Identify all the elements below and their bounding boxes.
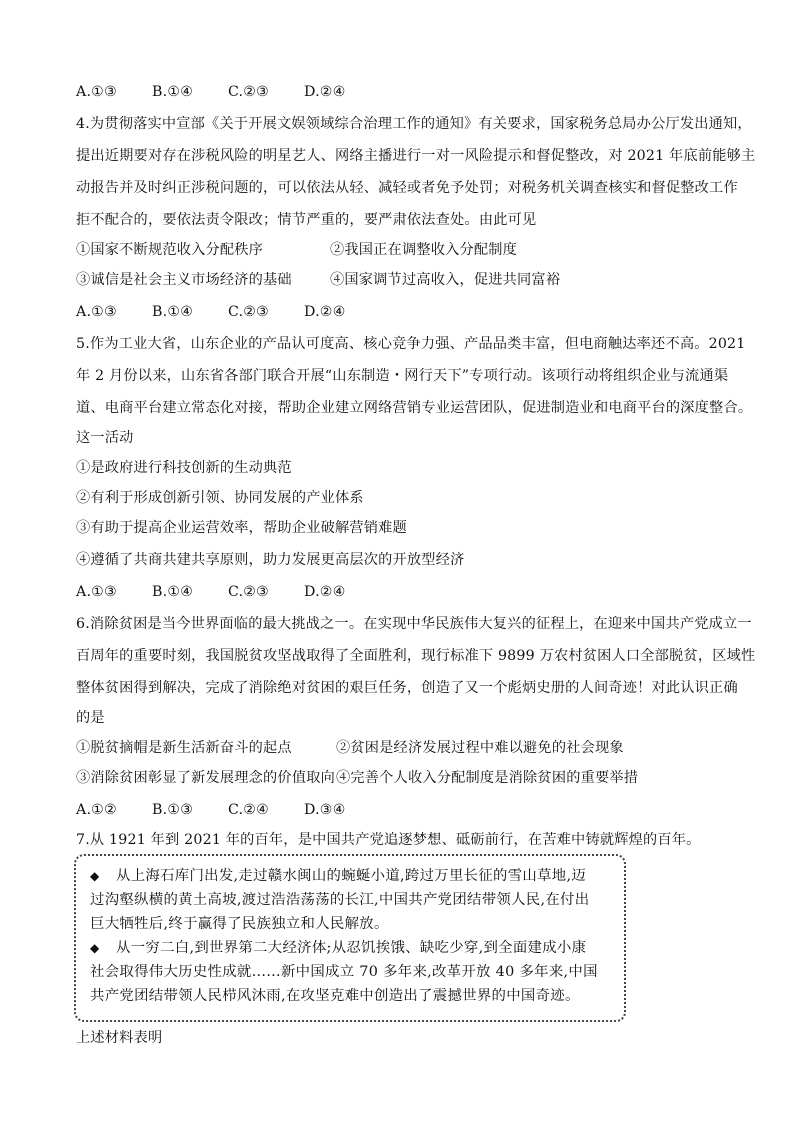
diamond-bullet-icon: ◆ — [90, 869, 100, 883]
q5-choice-2: ②有利于形成创新引领、协同发展的产业体系 — [76, 490, 364, 506]
q5-stem-line: 这一活动 — [76, 430, 134, 446]
q6-stem-line: 6.消除贫困是当今世界面临的最大挑战之一。在实现中华民族伟大复兴的征程上，在迎来中国共产党成立一 — [76, 616, 752, 632]
option-b[interactable]: B.①③ — [152, 802, 194, 818]
choice-4: ④国家调节过高收入，促进共同富裕 — [330, 272, 561, 288]
q4-options — [76, 302, 380, 322]
option-b[interactable]: B.①④ — [152, 584, 194, 600]
q6-options — [76, 800, 380, 820]
q4-stem-line: 动报告并及时纠正涉税问题的，可以依法从轻、减轻或者免予处罚；对税务机关调查核实和督促整改工作 — [76, 180, 738, 196]
option-c[interactable]: C.②③ — [228, 84, 270, 100]
option-c[interactable]: C.②③ — [228, 304, 270, 320]
choice-2: ②我国正在调整收入分配制度 — [330, 242, 518, 258]
material-line: 过沟壑纵横的黄土高坡,渡过浩浩荡荡的长江,中国共产党团结带领人民,在付出 — [90, 892, 590, 908]
option-b[interactable]: B.①④ — [152, 84, 194, 100]
diamond-bullet-icon: ◆ — [90, 941, 100, 955]
q4-stem-line: 拒不配合的，要依法责令限改；情节严重的，要严肃依法查处。由此可见 — [76, 212, 537, 228]
q5-stem-line: 年 2 月份以来，山东省各部门联合开展“山东制造・网行天下”专项行动。该项行动将组织企业与流通渠 — [76, 368, 729, 384]
q6-choices-row — [76, 768, 639, 788]
q4-choices-row — [76, 270, 636, 290]
choice-3: ③消除贫困彰显了新发展理念的价值取向 — [76, 770, 335, 786]
q4-stem-line: 4.为贯彻落实中宣部《关于开展文娱领域综合治理工作的通知》有关要求，国家税务总局办公厅发出通知， — [76, 116, 752, 132]
q6-stem-line: 整体贫困得到解决，完成了消除绝对贫困的艰巨任务，创造了又一个彪炳史册的人间奇迹！对此认识正确 — [76, 680, 738, 696]
option-d[interactable]: D.②④ — [304, 84, 346, 100]
q5-stem-line: 道、电商平台建立常态化对接，帮助企业建立网络营销专业运营团队，促进制造业和电商平台的深度整合。 — [76, 400, 753, 416]
option-a[interactable]: A.①③ — [76, 84, 117, 100]
q5-stem-line: 5.作为工业大省，山东企业的产品认可度高、核心竞争力强、产品品类丰富，但电商触达率还不高。2021 — [76, 336, 746, 352]
option-d[interactable]: D.②④ — [304, 304, 346, 320]
q4-stem-line: 提出近期要对存在涉税风险的明星艺人、网络主播进行一对一风险提示和督促整改，对 2021 年底前能够主 — [76, 148, 756, 164]
q6-stem-line: 百周年的重要时刻，我国脱贫攻坚战取得了全面胜利，现行标准下 9899 万农村贫困人口全部脱贫，区域性 — [76, 648, 756, 664]
material-line: ◆ 从上海石库门出发,走过赣水闽山的蜿蜒小道,跨过万里长征的雪山草地,迈 — [90, 868, 587, 884]
option-d[interactable]: D.③④ — [304, 802, 346, 818]
q3-options — [76, 82, 380, 102]
q4-choices-row — [76, 240, 636, 260]
material-line: ◆ 从一穷二白,到世界第二大经济体;从忍饥挨饿、缺吃少穿,到全面建成小康 — [90, 940, 587, 956]
option-b[interactable]: B.①④ — [152, 304, 194, 320]
material-line: 巨大牺牲后,终于赢得了民族独立和人民解放。 — [90, 916, 389, 932]
option-d[interactable]: D.②④ — [304, 584, 346, 600]
option-a[interactable]: A.①③ — [76, 304, 117, 320]
material-box — [74, 854, 626, 1022]
option-c[interactable]: C.②④ — [228, 802, 270, 818]
option-a[interactable]: A.①③ — [76, 584, 117, 600]
q5-choice-4: ④遵循了共商共建共享原则，助力发展更高层次的开放型经济 — [76, 552, 465, 568]
q7-stem: 7.从 1921 年到 2021 年的百年，是中国共产党追逐梦想、砥砺前行，在苦难中铸就辉煌的百年。 — [76, 832, 701, 848]
q5-choice-3: ③有助于提高企业运营效率，帮助企业破解营销难题 — [76, 520, 407, 536]
choice-4: ④完善个人收入分配制度是消除贫困的重要举措 — [336, 770, 639, 786]
q5-choice-1: ①是政府进行科技创新的生动典范 — [76, 460, 292, 476]
choice-1: ①国家不断规范收入分配秩序 — [76, 242, 264, 258]
option-c[interactable]: C.②③ — [228, 584, 270, 600]
material-line: 社会取得伟大历史性成就……新中国成立 70 多年来,改革开放 40 多年来,中国 — [90, 964, 598, 980]
material-line: 共产党团结带领人民栉风沐雨,在攻坚克难中创造出了震撼世界的中国奇迹。 — [90, 988, 580, 1004]
option-a[interactable]: A.①② — [76, 802, 117, 818]
q6-choices-row — [76, 738, 636, 758]
q5-options — [76, 582, 380, 602]
choice-2: ②贫困是经济发展过程中难以避免的社会现象 — [336, 740, 624, 756]
choice-1: ①脱贫摘帽是新生活新奋斗的起点 — [76, 740, 292, 756]
choice-3: ③诚信是社会主义市场经济的基础 — [76, 272, 292, 288]
q7-question: 上述材料表明 — [76, 1030, 163, 1046]
q6-stem-line: 的是 — [76, 710, 105, 726]
